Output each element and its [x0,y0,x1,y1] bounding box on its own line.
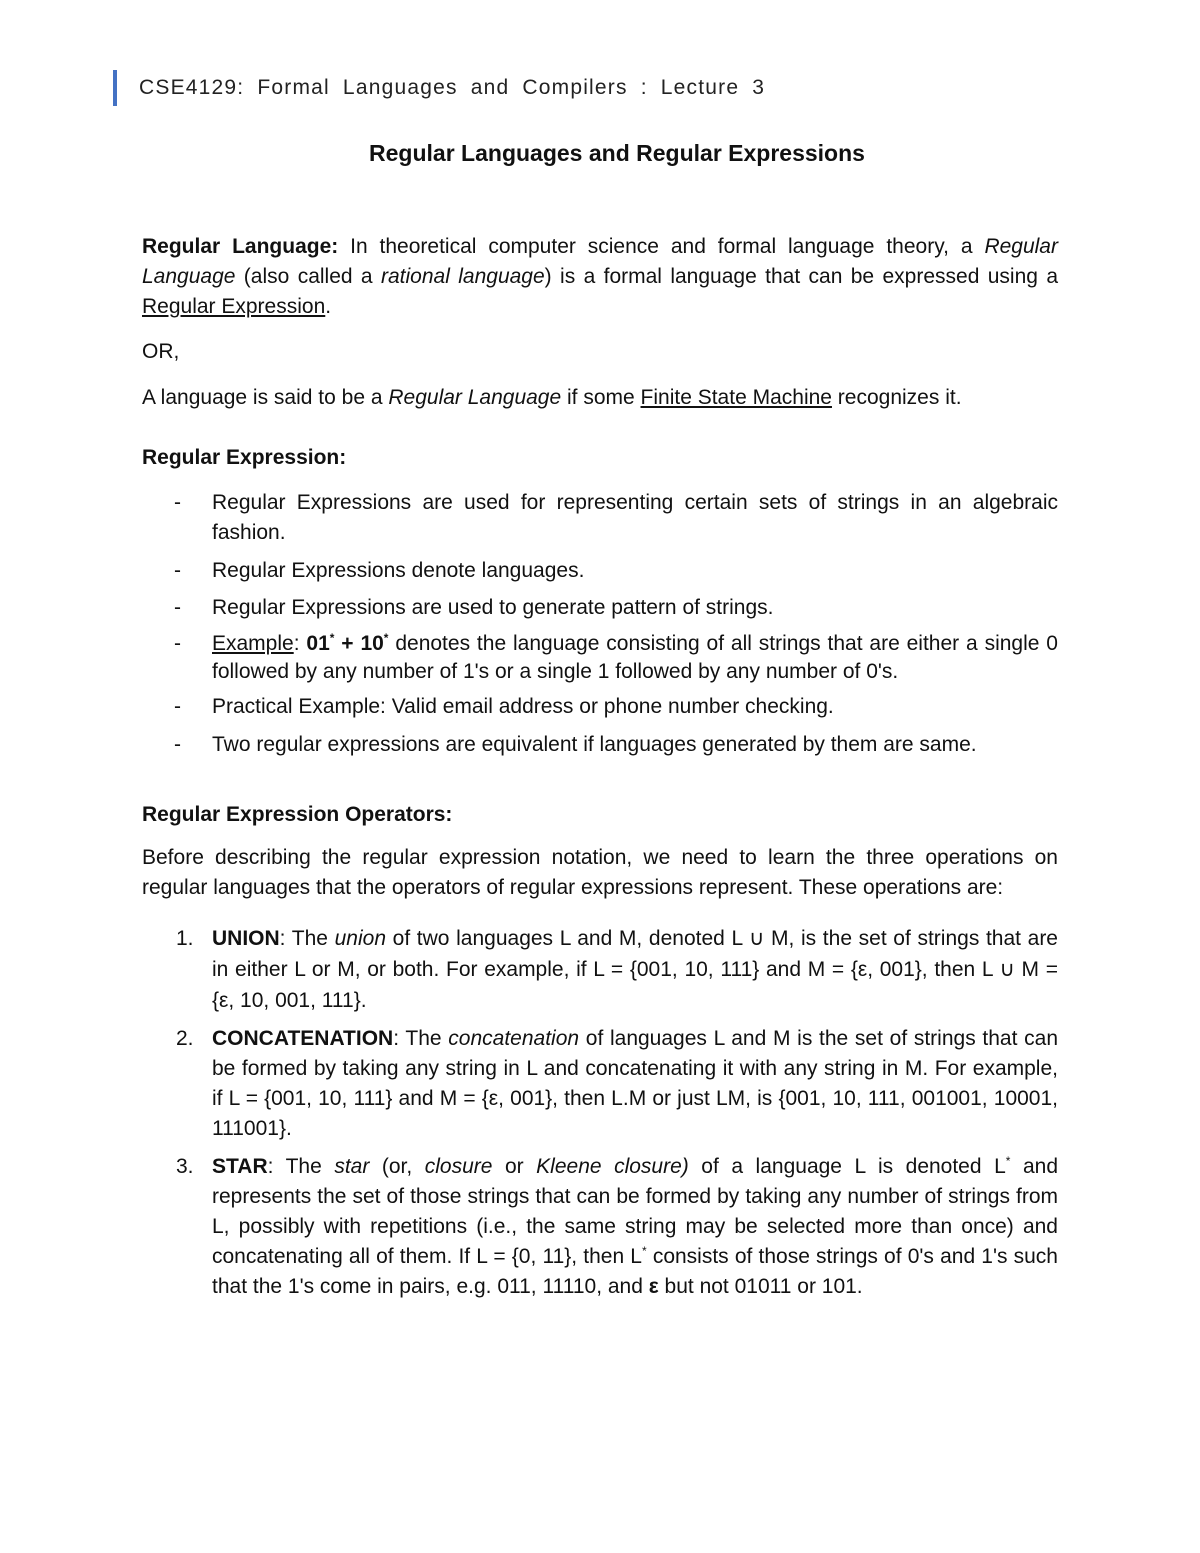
example-label: Example [212,632,294,655]
text-span: or [492,1155,537,1178]
dash-bullet: - [174,632,181,655]
text-span: and represents the set of those strings that can be formed by taking any number of strings from L, possibly with repetitions (i.e., the same string may be selected more than once) and concatenating all of them. If L = {0, 11}, then L [212,1155,1059,1268]
list-item-text: Regular Expressions denote languages. [212,559,585,582]
italic-term: closure [424,1155,493,1178]
list-item-text: Two regular expressions are equivalent if languages generated by them are same. [212,733,977,756]
document-body [142,232,1058,1302]
dash-bullet: - [174,596,181,619]
star-superscript: * [641,1244,647,1258]
regular-language-definition [142,232,1058,322]
text-span: if some [561,386,641,409]
italic-term: Regular Language [142,235,1058,288]
italic-term: rational language [381,265,545,288]
list-item [142,556,1058,586]
operators-list [142,923,1058,1302]
text-span: : [293,632,307,655]
operator-concatenation [142,1024,1058,1144]
operator-label: CONCATENATION [212,1027,394,1050]
text-span: recognizes it. [831,386,962,409]
italic-term: star [334,1155,370,1178]
italic-term: Kleene closure) [536,1155,689,1178]
operator-label: UNION [212,927,280,950]
plus-sign: + [334,632,361,655]
text-span: but not 01011 or 101. [658,1275,863,1298]
text-span: of two languages L and M, denoted L ∪ M, is the set of strings that are in either L or M, or both. For example, if L = {001, 10, 111} and M = {ε, 001}, then L ∪ M = {ε, 10, 001, 111}. [212,927,1058,1012]
text-span: (also called a [235,265,381,288]
operator-star [142,1152,1058,1302]
list-item [142,593,1058,623]
dash-bullet: - [174,695,181,718]
text-span: : The [279,927,335,950]
text-span: ) is a formal language that can be expressed using a [544,265,1058,288]
italic-term: union [334,927,386,950]
regular-language-label: Regular Language: [142,235,339,258]
regular-expression-link: Regular Expression [142,295,326,318]
text-span: (or, [369,1155,425,1178]
dash-bullet: - [174,559,181,582]
text-span: : The [393,1027,449,1050]
text-span: : The [267,1155,335,1178]
star-superscript: * [383,631,389,645]
operators-heading: Regular Expression Operators: [142,803,453,826]
operator-label: STAR [212,1155,268,1178]
dash-bullet: - [174,491,181,514]
header-accent-bar [113,70,117,106]
epsilon-symbol: ε [648,1275,659,1298]
regex-list [142,488,1058,760]
text-span: consists of those strings of 0's and 1's such that the 1's come in pairs, e.g. 011, 11110, and [212,1245,1058,1298]
expr-part: 10 [360,632,384,655]
finite-state-machine-link: Finite State Machine [640,386,832,409]
header-text: CSE4129: Formal Languages and Compilers : Lecture 3 [139,76,766,99]
text-span: denotes the language consisting of all strings that are either a single 0 followed by any number of 1's or a single 1 followed by any number of 0's. [212,632,1058,683]
page-header [113,70,765,106]
text-span: . [325,295,332,318]
list-item-example [142,630,1058,686]
regex-expression [306,632,388,655]
list-number: 1. [176,927,194,950]
star-superscript: * [329,631,335,645]
fsm-definition [142,383,1058,413]
list-item-text: Regular Expressions are used to generate pattern of strings. [212,596,774,619]
italic-term: Regular Language [388,386,562,409]
list-number: 3. [176,1155,194,1178]
star-superscript: * [1005,1154,1011,1168]
italic-term: concatenation [448,1027,580,1050]
dash-bullet: - [174,733,181,756]
expr-part: 01 [306,632,330,655]
list-item [142,730,1058,760]
text-span: A language is said to be a [142,386,389,409]
operator-union [142,923,1058,1016]
regular-expression-heading: Regular Expression: [142,446,347,469]
or-text: OR, [142,340,180,363]
list-item-text: Practical Example: Valid email address or phone number checking. [212,695,834,718]
list-item-text: Regular Expressions are used for representing certain sets of strings in an algebraic fashion. [212,491,1058,544]
text-span: of a language L is denoted L [688,1155,1006,1178]
list-number: 2. [176,1027,194,1050]
list-item [142,692,1058,722]
list-item [142,488,1058,548]
text-span: In theoretical computer science and formal language theory, a [338,235,985,258]
operators-intro: Before describing the regular expression notation, we need to learn the three operations on regular languages that the operators of regular expressions represent. These operations are: [142,846,1058,899]
text-span: of languages L and M is the set of strings that can be formed by taking any string in L and concatenating it with any string in M. For example, if L = {001, 10, 111} and M = {ε, 001}, then L.M or just LM, is {001, 10, 111, 001001, 10001, 111001}. [212,1027,1058,1140]
page-title: Regular Languages and Regular Expressions [369,140,865,166]
